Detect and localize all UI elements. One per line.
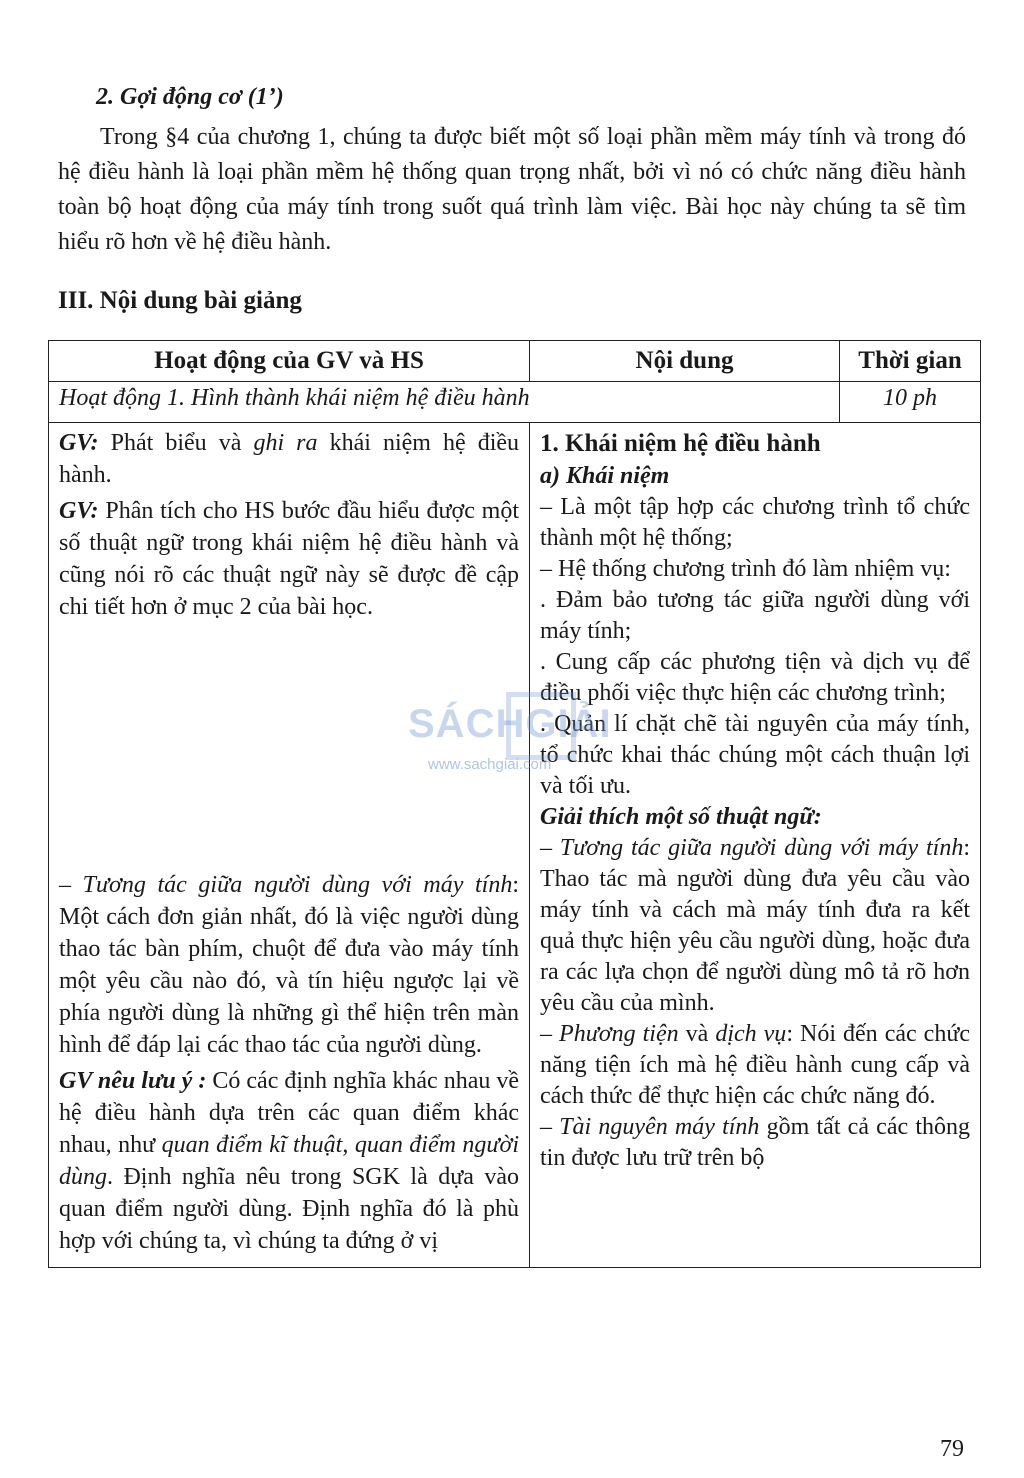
gv-note <box>59 1065 519 1257</box>
exp2-and: và <box>678 1021 716 1047</box>
exp3-italic: Tài nguyên máy tính <box>559 1114 760 1140</box>
definition-item-2: – Hệ thống chương trình đó làm nhiệm vụ: <box>540 556 951 582</box>
note-text-b: , <box>342 1132 355 1158</box>
term-text: : Một cách đơn giản nhất, đó là việc người dùng thao tác bàn phím, chuột để đưa vào máy tính một yêu cầu nào đó, và tín hiệu ngược lại về phía người dùng là những gì thể hiện trên màn hình để đáp lại các thao tác của người dùng. <box>59 872 519 1058</box>
header-content: Nội dung <box>530 341 840 382</box>
activity-time: 10 ph <box>840 382 981 423</box>
explain-item-1 <box>540 833 970 1019</box>
watermark <box>408 690 612 780</box>
exp2-dash: – <box>540 1021 560 1047</box>
intro-paragraph: Trong §4 của chương 1, chúng ta được biết một số loại phần mềm máy tính và trong đó hệ điều hành là loại phần mềm hệ thống quan trọng nhất, bởi vì nó có chức năng điều hành toàn bộ hoạt động của máy tính trong suốt quá trình làm việc. Bài học này chúng ta sẽ tìm hiểu rõ hơn về hệ điều hành. <box>58 124 966 255</box>
teacher-student-activities-cell <box>49 423 530 1268</box>
note-italic-1: quan điểm kĩ thuật <box>161 1132 343 1158</box>
content-cell <box>530 423 981 1268</box>
note-text-c: . Định nghĩa nêu trong SGK là dựa vào quan điểm người dùng. Định nghĩa đó là phù hợp với chúng ta, vì chúng ta đứng ở vị <box>59 1164 519 1254</box>
watermark-url: www.sachgiai.com <box>428 756 552 773</box>
exp1-text: : Thao tác mà người dùng đưa yêu cầu vào máy tính và cách mà máy tính đưa ra kết quả thực hiện yêu cầu người dùng, hoặc đưa ra các lựa chọn để người dùng mô tả rõ hơn yêu cầu của mình. <box>540 835 970 1016</box>
gv-statement-1 <box>59 427 519 491</box>
task-item-1: . Đảm bảo tương tác giữa người dùng với máy tính; <box>540 587 970 644</box>
activity-title: Hoạt động 1. Hình thành khái niệm hệ điều hành <box>49 382 840 423</box>
gv1-text-b: khái niệm hệ điều hành. <box>59 430 520 488</box>
lesson-table <box>48 340 981 1268</box>
header-time: Thời gian <box>840 341 981 382</box>
watermark-brand: SÁCHGIẢI <box>408 702 612 746</box>
gv1-italic: ghi ra <box>253 430 318 456</box>
activity-row <box>49 382 981 423</box>
table-body-row <box>49 423 981 1268</box>
exp3-text: gồm tất cả các thông tin được lưu trữ trên bộ <box>540 1114 971 1171</box>
explain-item-2 <box>540 1019 970 1112</box>
exp2-italic-2: dịch vụ <box>715 1021 787 1047</box>
gv-label: GV: <box>59 430 99 456</box>
page-number: 79 <box>940 1436 964 1462</box>
note-italic-2: quan điểm người dùng <box>59 1132 519 1190</box>
explain-item-3 <box>540 1112 970 1174</box>
content-heading: 1. Khái niệm hệ điều hành <box>540 430 821 457</box>
note-text-a: Có các định nghĩa khác nhau về hệ điều hành dựa trên các quan điểm khác nhau, như <box>59 1068 520 1158</box>
header-activities: Hoạt động của GV và HS <box>49 341 530 382</box>
gv2-text: Phân tích cho HS bước đầu hiểu được một số thuật ngữ trong khái niệm hệ điều hành và cũng nói rõ các thuật ngữ này sẽ được đề cập chi tiết hơn ở mục 2 của bài học. <box>59 498 519 620</box>
exp2-italic-1: Phương tiện <box>559 1021 679 1047</box>
exp1-italic: – Tương tác giữa người dùng với máy tính <box>540 835 964 861</box>
gv1-text-a: Phát biểu và <box>98 430 254 456</box>
exp3-dash: – <box>540 1114 560 1140</box>
gv-statement-2 <box>59 495 519 623</box>
term-italic: – Tương tác giữa người dùng với máy tính <box>59 872 513 898</box>
sub-heading-a: a) Khái niệm <box>540 463 670 489</box>
exp2-text: : Nói đến các chức năng tiện ích mà hệ điều hành cung cấp và cách thức để thực hiện các chức năng đó. <box>540 1021 970 1109</box>
task-item-2: . Cung cấp các phương tiện và dịch vụ để điều phối việc thực hiện các chương trình; <box>540 649 970 706</box>
table-header-row <box>49 341 981 382</box>
explain-heading: Giải thích một số thuật ngữ: <box>540 804 822 830</box>
task-item-3: . Quản lí chặt chẽ tài nguyên của máy tính, tổ chức khai thác chúng một cách thuận lợi và tối ưu. <box>540 711 970 799</box>
section-3-title: III. Nội dung bài giảng <box>58 287 302 314</box>
gv-label: GV: <box>59 498 99 524</box>
note-label: GV nêu lưu ý : <box>59 1068 207 1094</box>
definition-item-1: – Là một tập hợp các chương trình tổ chức thành một hệ thống; <box>540 494 970 551</box>
interaction-explanation <box>59 869 519 1061</box>
section-2-heading: 2. Gợi động cơ (1’) <box>96 84 284 110</box>
